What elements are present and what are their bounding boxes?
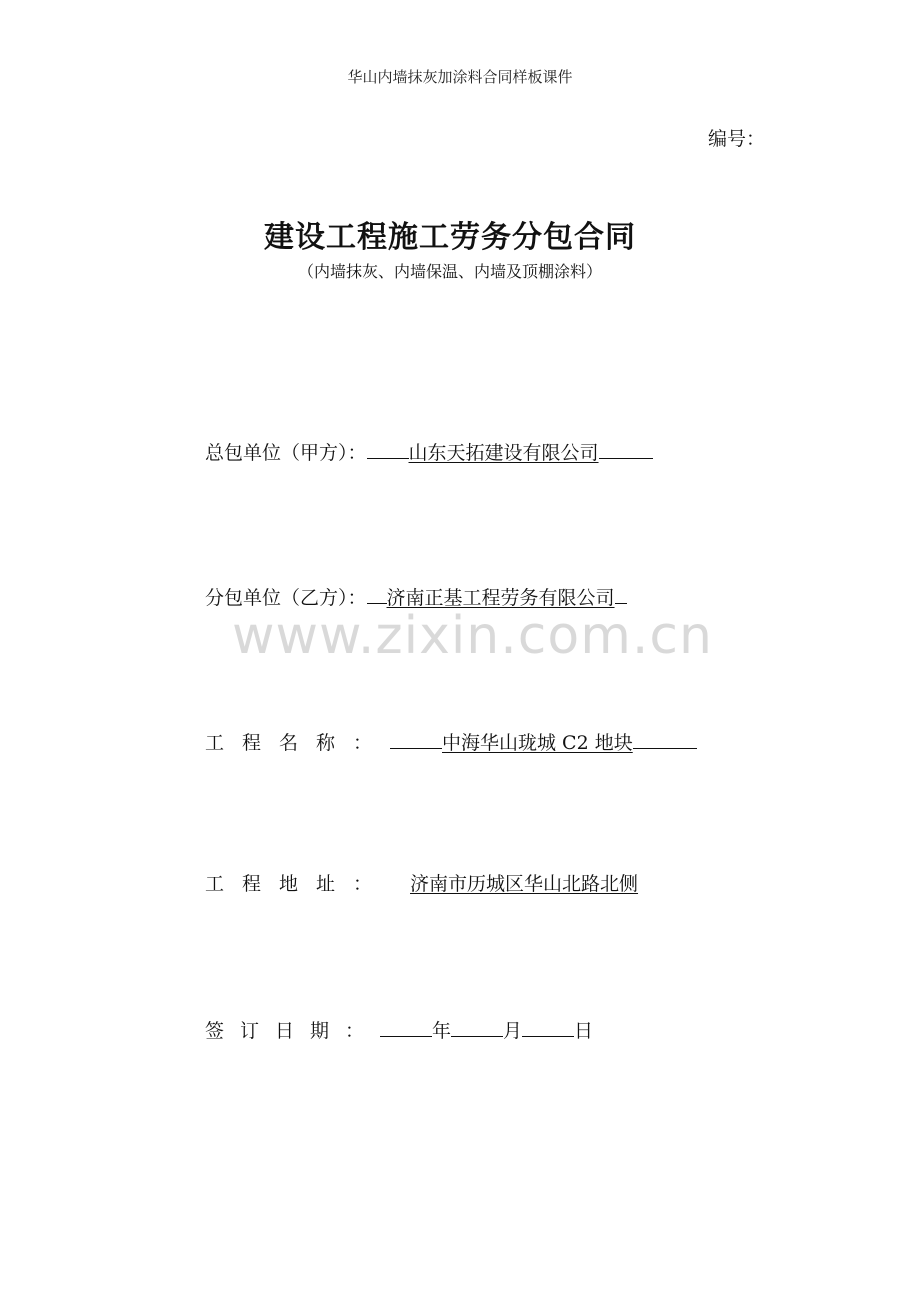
underline-pad (633, 728, 697, 749)
running-header: 华山内墙抹灰加涂料合同样板课件 (347, 68, 573, 86)
project-address-label: 工程地址： (205, 873, 391, 895)
underline-pad (599, 438, 653, 459)
day-label: 日 (574, 1020, 594, 1042)
project-address-field (205, 872, 638, 896)
watermark: www.zixin.com.cn (232, 606, 713, 666)
document-title: 建设工程施工劳务分包合同 (264, 220, 636, 255)
month-blank (451, 1016, 503, 1037)
general-contractor-value: 山东天拓建设有限公司 (408, 442, 599, 464)
underline-pad (615, 583, 627, 604)
project-name-label: 工程名称： (205, 732, 391, 754)
underline-pad (367, 438, 409, 459)
year-label: 年 (432, 1020, 452, 1042)
underline-pad (390, 728, 442, 749)
contract-number-label: 编号： (707, 128, 765, 150)
document-subtitle: （内墙抹灰、内墙保温、内墙及顶棚涂料） (297, 262, 602, 281)
general-contractor-label: 总包单位（甲方）： (205, 442, 367, 464)
signing-date-field (205, 1016, 593, 1043)
month-label: 月 (503, 1020, 523, 1042)
project-name-value: 中海华山珑城 C2 地块 (442, 732, 633, 754)
subcontractor-label: 分包单位（乙方）： (205, 587, 367, 609)
day-blank (522, 1016, 574, 1037)
project-name-field (205, 728, 697, 755)
year-blank (380, 1016, 432, 1037)
underline-pad (367, 583, 387, 604)
subcontractor-field (205, 583, 627, 610)
signing-date-label: 签订日期： (205, 1020, 381, 1042)
subcontractor-value: 济南正基工程劳务有限公司 (386, 587, 615, 609)
project-address-value: 济南市历城区华山北路北侧 (410, 873, 639, 895)
general-contractor-field (205, 438, 653, 465)
